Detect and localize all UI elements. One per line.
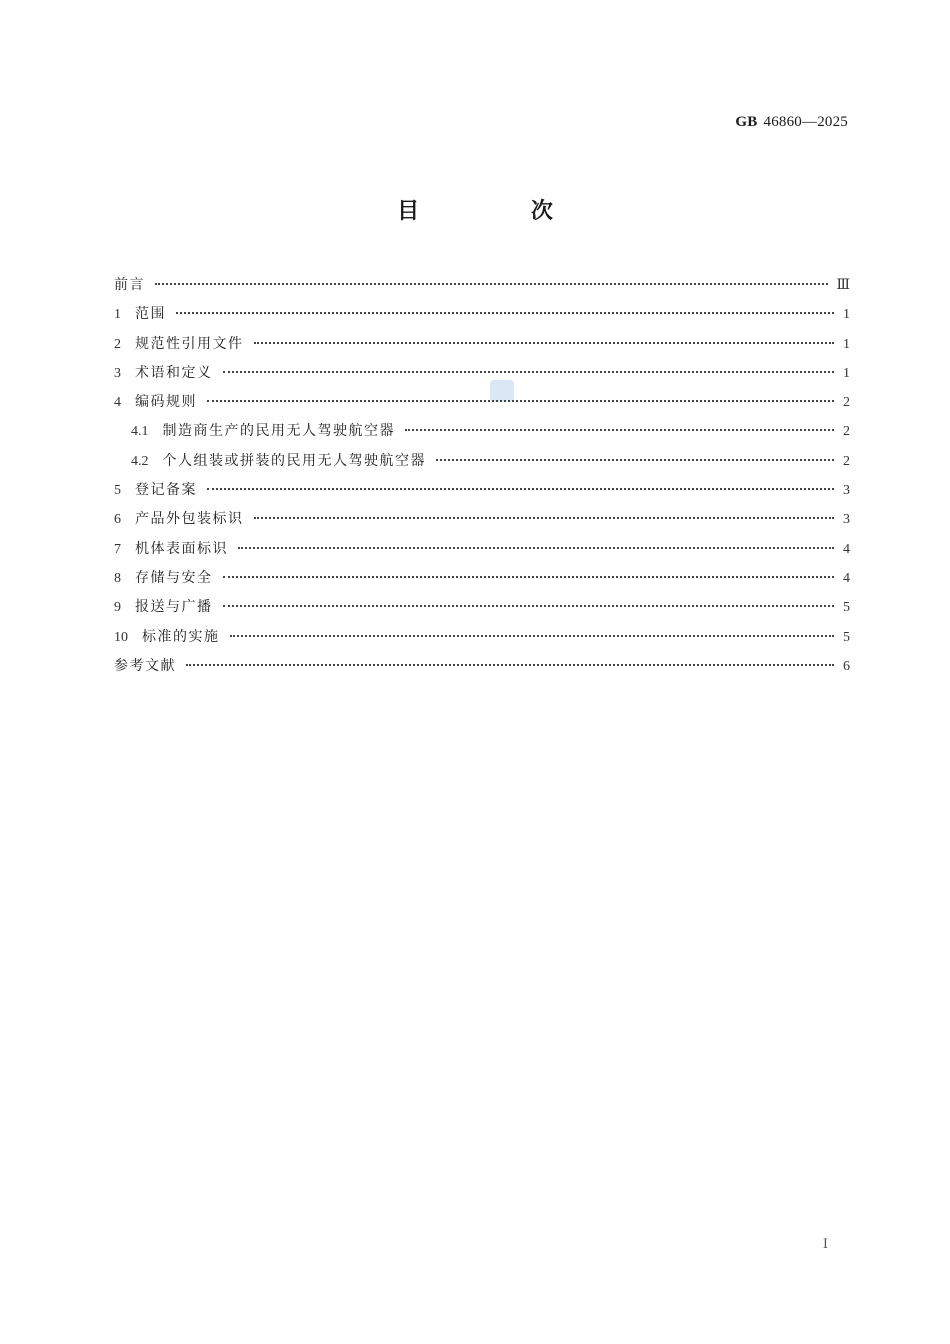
toc-entry-page: 4 (843, 570, 850, 586)
toc-entry-label: 报送与广播 (135, 599, 213, 616)
toc-entry-label: 规范性引用文件 (135, 335, 244, 352)
dot-leader (405, 428, 834, 431)
dot-leader (207, 399, 834, 402)
dot-leader (223, 370, 835, 373)
dot-leader (254, 341, 835, 344)
toc-entry[interactable] (114, 505, 850, 534)
toc-entry-label: 产品外包装标识 (135, 511, 244, 528)
toc-entry[interactable] (114, 535, 850, 564)
page-title: 目 次 (397, 199, 605, 224)
toc-entry-number: 6 (114, 512, 121, 528)
toc-entry-label: 前言 (114, 277, 145, 293)
toc-entry-page: 2 (843, 395, 850, 411)
toc-entry-label: 编码规则 (135, 394, 197, 411)
toc-entry[interactable] (114, 417, 850, 446)
dot-leader (254, 516, 835, 519)
toc-entry-label: 存储与安全 (135, 569, 213, 586)
toc-entry[interactable] (114, 623, 850, 652)
toc-entry[interactable] (114, 330, 850, 359)
table-of-contents (114, 271, 850, 681)
dot-leader (207, 487, 834, 490)
toc-entry-page: 3 (843, 512, 850, 528)
toc-entry-page: 1 (843, 336, 850, 352)
toc-entry-label: 范围 (135, 306, 166, 323)
toc-entry-number: 9 (114, 600, 121, 616)
standard-number: 46860—2025 (763, 114, 848, 130)
toc-entry[interactable] (114, 476, 850, 505)
toc-entry-page: 2 (843, 453, 850, 469)
toc-entry-page: 6 (843, 658, 850, 674)
toc-entry-number: 4.2 (131, 453, 149, 469)
toc-entry-label: 个人组装或拼装的民用无人驾驶航空器 (162, 452, 426, 469)
toc-entry-number: 2 (114, 336, 121, 352)
toc-entry-number: 10 (114, 629, 128, 645)
toc-entry[interactable] (114, 359, 850, 388)
toc-entry-number: 1 (114, 307, 121, 323)
toc-entry[interactable] (114, 593, 850, 622)
toc-entry-page: Ⅲ (836, 278, 850, 293)
toc-entry-number: 8 (114, 570, 121, 586)
toc-entry-label: 机体表面标识 (135, 540, 228, 557)
dot-leader (436, 458, 834, 461)
toc-entry[interactable] (114, 652, 850, 681)
dot-leader (230, 634, 835, 637)
toc-entry-number: 5 (114, 483, 121, 499)
dot-leader (155, 282, 828, 285)
toc-entry-label: 制造商生产的民用无人驾驶航空器 (162, 423, 395, 440)
toc-entry-label: 术语和定义 (135, 364, 213, 381)
toc-entry[interactable] (114, 388, 850, 417)
dot-leader (186, 663, 834, 666)
toc-entry[interactable] (114, 564, 850, 593)
standard-code: GB (735, 114, 758, 130)
toc-entry-number: 4 (114, 395, 121, 411)
dot-leader (223, 575, 835, 578)
dot-leader (223, 604, 835, 607)
toc-entry-label: 登记备案 (135, 482, 197, 499)
toc-entry-label: 参考文献 (114, 657, 176, 674)
toc-entry-number: 3 (114, 365, 121, 381)
toc-entry[interactable] (114, 447, 850, 476)
toc-entry-page: 2 (843, 424, 850, 440)
toc-entry-number: 7 (114, 541, 121, 557)
toc-entry-page: 5 (843, 629, 850, 645)
toc-entry[interactable] (114, 300, 850, 329)
page-number: Ⅰ (822, 1236, 828, 1251)
toc-entry-page: 4 (843, 541, 850, 557)
toc-entry-page: 3 (843, 483, 850, 499)
toc-entry-page: 1 (843, 307, 850, 323)
toc-entry-label: 标准的实施 (142, 628, 220, 645)
toc-entry-page: 1 (843, 365, 850, 381)
toc-entry-page: 5 (843, 600, 850, 616)
dot-leader (176, 311, 834, 314)
toc-entry-number: 4.1 (131, 424, 149, 440)
document-number (735, 114, 848, 131)
toc-entry[interactable] (114, 271, 850, 300)
dot-leader (238, 546, 834, 549)
